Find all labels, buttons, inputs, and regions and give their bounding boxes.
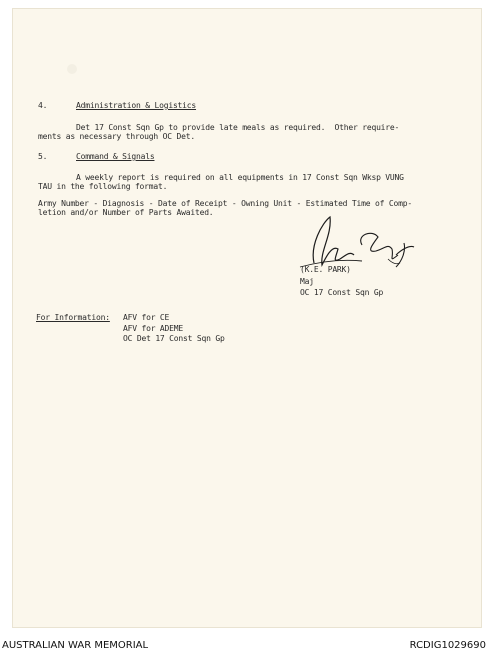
section-4-line-1: Det 17 Const Sqn Gp to provide late meals as required. Other require- [76,123,400,132]
punch-hole [67,64,77,74]
archive-record-id: RCDIG1029690 [409,640,486,651]
section-5-number: 5. [38,152,48,161]
section-5-line-2: TAU in the following format. [38,182,168,191]
distribution-item: OC Det 17 Const Sqn Gp [123,334,225,343]
section-4-number: 4. [38,101,48,110]
archive-caption-bar [0,628,489,654]
distribution-item: AFV for ADEME [123,324,184,333]
section-4-heading: Administration & Logistics [76,101,197,110]
signatory-rank: Maj [300,277,314,286]
section-5-line-4: letion and/or Number of Parts Awaited. [38,208,214,217]
signatory-appointment: OC 17 Const Sqn Gp [300,288,384,297]
section-5-line-1: A weekly report is required on all equipments in 17 Const Sqn Wksp VUNG [76,173,404,182]
archive-name: AUSTRALIAN WAR MEMORIAL [2,640,149,651]
distribution-label: For Information: [36,313,110,322]
section-5-heading: Command & Signals [76,152,155,161]
signatory-name: (K.E. PARK) [300,265,351,274]
distribution-item: AFV for CE [123,313,170,322]
section-4-line-2: ments as necessary through OC Det. [38,132,195,141]
section-5-line-3: Army Number - Diagnosis - Date of Receipt - Owning Unit - Estimated Time of Comp- [38,199,412,208]
